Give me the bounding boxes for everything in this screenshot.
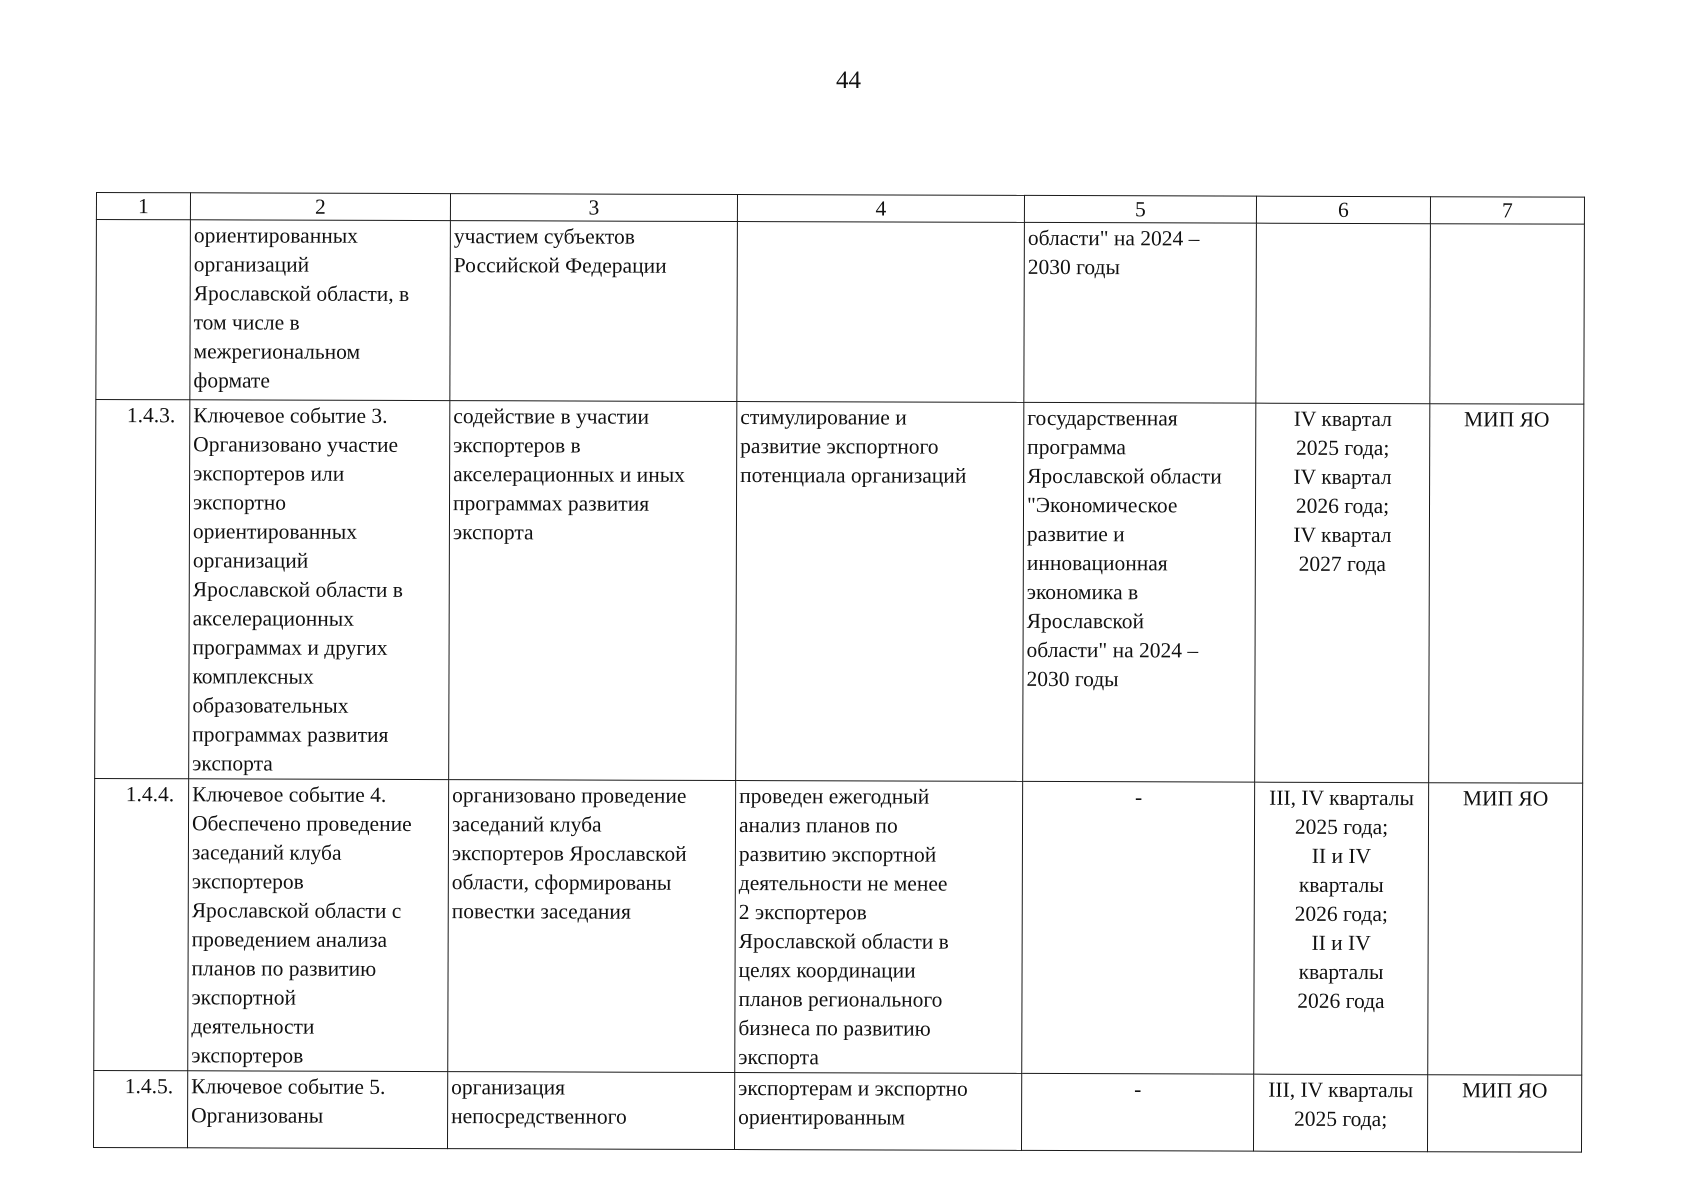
- effect-text: проведен ежегодный анализ планов по развитию экспортной деятельности не менее 2 экспортеров Ярославской области в целях координации планов регионального бизнеса по развитию экспорта: [738, 784, 949, 1070]
- program-text: государственная программа Ярославской области "Экономическое развитие и инновационная экономика в Ярославской области" на 2024 – 2030 годы: [1026, 405, 1222, 692]
- period-text: III, IV кварталы 2025 года; II и IV кварталы 2026 года; II и IV кварталы 2026 года: [1269, 785, 1415, 1014]
- event-text: Ключевое событие 4. Обеспечено проведение заседаний клуба экспортеров Ярославской области с проведением анализа планов по развитию экспортной деятельности экспортеров: [191, 782, 412, 1068]
- result-cell: [447, 1072, 734, 1150]
- period-text: IV квартал 2025 года; IV квартал 2026 года; IV квартал 2027 года: [1293, 406, 1392, 577]
- period-cell: [1253, 1074, 1427, 1152]
- table-row: [95, 400, 1584, 784]
- responsible-cell: [1428, 783, 1583, 1075]
- result-cell: [449, 401, 737, 781]
- result-text: участием субъектов Российской Федерации: [453, 224, 667, 278]
- effect-text: стимулирование и развитие экспортного потенциала организаций: [740, 405, 967, 488]
- period-cell: [1256, 223, 1431, 404]
- row-number-cell: 1.4.5.: [93, 1070, 187, 1147]
- program-text: области" на 2024 – 2030 годы: [1027, 225, 1200, 280]
- header-col-6: 6: [1256, 196, 1430, 224]
- effect-cell: [734, 1073, 1021, 1151]
- result-cell: [450, 221, 738, 402]
- responsible-cell: [1430, 224, 1585, 404]
- header-col-2: 2: [190, 193, 450, 221]
- row-number-cell: 1.4.3.: [95, 400, 190, 779]
- effect-cell: [735, 781, 1023, 1074]
- header-col-1: 1: [96, 193, 190, 220]
- responsible-text: МИП ЯО: [1462, 786, 1549, 811]
- event-text: Ключевое событие 3. Организовано участие экспортеров или экспортно ориентированных организаций Ярославской области в акселерационных программах и других комплексных образовательных программах развития экспорта: [192, 403, 403, 776]
- row-number-cell: 1.4.4.: [94, 778, 189, 1070]
- event-text: ориентированных организаций Ярославской области, в том числе в межрегиональном формате: [193, 223, 410, 393]
- responsible-text: МИП ЯО: [1464, 407, 1550, 432]
- effect-text: [741, 223, 1021, 224]
- header-row: [96, 193, 1584, 225]
- header-col-3: 3: [450, 194, 737, 222]
- responsible-cell: [1429, 404, 1584, 783]
- program-text: -: [1134, 785, 1143, 810]
- program-cell: [1024, 222, 1257, 403]
- program-cell: [1022, 781, 1255, 1074]
- responsible-cell: [1427, 1075, 1581, 1152]
- program-cell: [1021, 1073, 1253, 1151]
- period-cell: [1255, 403, 1430, 783]
- program-cell: [1023, 402, 1256, 782]
- effect-cell: [736, 402, 1024, 782]
- event-cell: [190, 220, 451, 401]
- page-number: 44: [836, 67, 861, 94]
- result-text: организация непосредственного: [451, 1075, 627, 1129]
- table-row: [96, 220, 1585, 405]
- result-text: организовано проведение заседаний клуба экспортеров Ярославской области, сформированы повестки заседания: [451, 783, 687, 924]
- program-text: -: [1134, 1077, 1142, 1102]
- result-text: содействие в участии экспортеров в акселерационных и иных программах развития экспорта: [452, 404, 685, 545]
- responsible-text: МИП ЯО: [1461, 1078, 1548, 1103]
- result-cell: [448, 780, 736, 1073]
- header-col-5: 5: [1024, 195, 1256, 223]
- table-row: [93, 1070, 1581, 1152]
- event-cell: [188, 779, 449, 1072]
- effect-text: экспортерам и экспортно ориентированным: [738, 1076, 968, 1130]
- event-cell: [187, 1071, 447, 1149]
- table-row: [94, 778, 1583, 1075]
- effect-cell: [737, 222, 1025, 403]
- event-text: Ключевое событие 5. Организованы: [191, 1074, 386, 1128]
- period-text: [1260, 225, 1427, 226]
- header-col-7: 7: [1430, 197, 1584, 224]
- period-cell: [1254, 782, 1429, 1075]
- row-number-cell: [96, 220, 191, 400]
- plan-table: [93, 192, 1585, 1153]
- event-cell: [189, 400, 450, 780]
- period-text: III, IV кварталы 2025 года;: [1268, 1077, 1414, 1132]
- header-col-4: 4: [737, 195, 1024, 223]
